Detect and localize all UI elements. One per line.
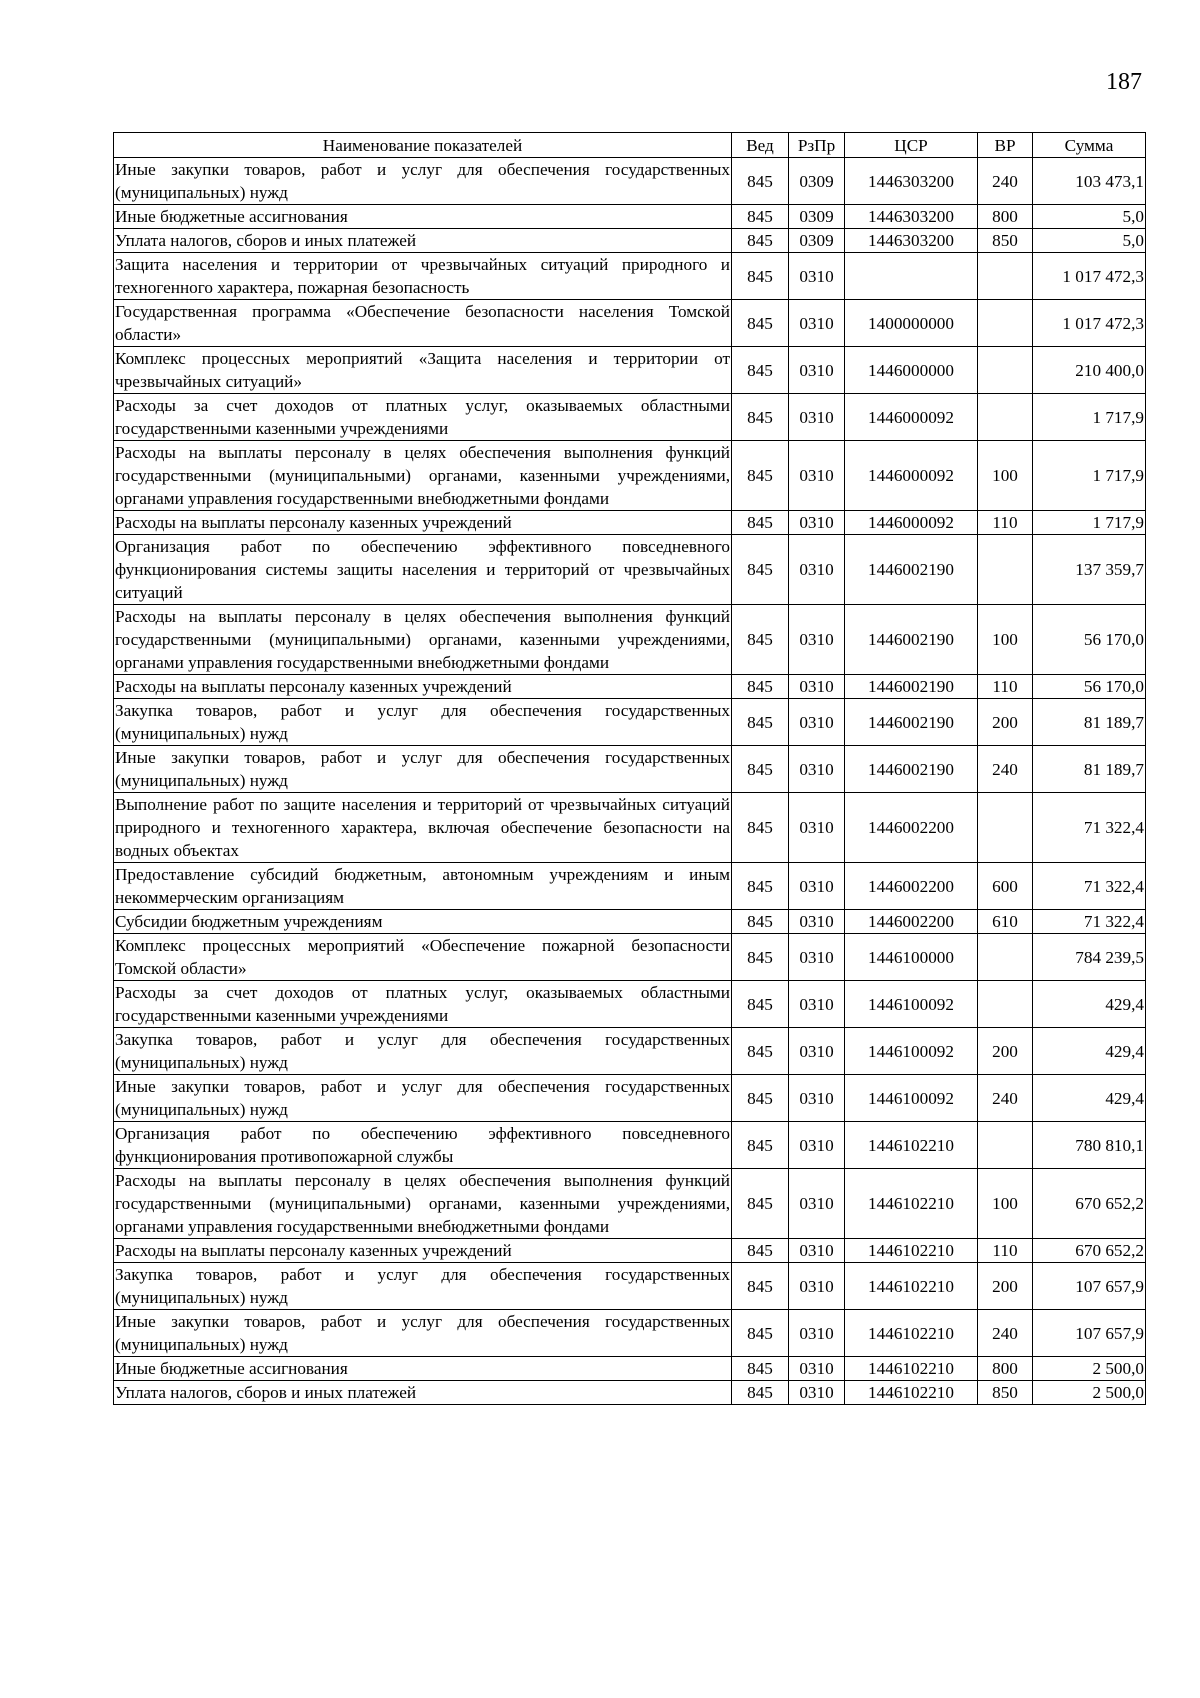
- cell-rz: 0310: [789, 1075, 845, 1122]
- cell-ved: 845: [732, 863, 789, 910]
- cell-sum: 71 322,4: [1033, 863, 1146, 910]
- table-row: [114, 1357, 1146, 1381]
- cell-rz: 0310: [789, 300, 845, 347]
- cell-csr: 1446102210: [845, 1239, 978, 1263]
- cell-name: Субсидии бюджетным учреждениям: [114, 910, 732, 934]
- cell-csr: 1446002200: [845, 910, 978, 934]
- header-vr: ВР: [978, 133, 1033, 158]
- cell-vr: [978, 934, 1033, 981]
- table-row: [114, 1239, 1146, 1263]
- cell-ved: 845: [732, 746, 789, 793]
- cell-sum: 5,0: [1033, 229, 1146, 253]
- cell-rz: 0310: [789, 1381, 845, 1405]
- table-row: [114, 253, 1146, 300]
- cell-vr: 110: [978, 675, 1033, 699]
- cell-ved: 845: [732, 1310, 789, 1357]
- table-body: [114, 158, 1146, 1405]
- cell-sum: 670 652,2: [1033, 1239, 1146, 1263]
- table-row: [114, 1122, 1146, 1169]
- cell-name: Государственная программа «Обеспечение безопасности населения Томской области»: [114, 300, 732, 347]
- cell-ved: 845: [732, 910, 789, 934]
- cell-name: Уплата налогов, сборов и иных платежей: [114, 1381, 732, 1405]
- cell-csr: 1446102210: [845, 1122, 978, 1169]
- cell-vr: 100: [978, 605, 1033, 675]
- cell-name: Иные закупки товаров, работ и услуг для обеспечения государственных (муниципальных) нужд: [114, 1075, 732, 1122]
- header-name: Наименование показателей: [114, 133, 732, 158]
- cell-vr: 100: [978, 441, 1033, 511]
- cell-rz: 0310: [789, 1122, 845, 1169]
- cell-ved: 845: [732, 1075, 789, 1122]
- cell-vr: [978, 300, 1033, 347]
- cell-rz: 0310: [789, 1310, 845, 1357]
- cell-sum: 107 657,9: [1033, 1310, 1146, 1357]
- cell-csr: 1446002190: [845, 535, 978, 605]
- cell-ved: 845: [732, 441, 789, 511]
- cell-sum: 1 717,9: [1033, 394, 1146, 441]
- cell-vr: 800: [978, 1357, 1033, 1381]
- cell-sum: 2 500,0: [1033, 1357, 1146, 1381]
- cell-name: Иные закупки товаров, работ и услуг для обеспечения государственных (муниципальных) нужд: [114, 158, 732, 205]
- table-row: [114, 1381, 1146, 1405]
- cell-sum: 429,4: [1033, 1028, 1146, 1075]
- cell-sum: 1 017 472,3: [1033, 300, 1146, 347]
- cell-rz: 0310: [789, 1028, 845, 1075]
- cell-rz: 0310: [789, 675, 845, 699]
- table-row: [114, 746, 1146, 793]
- cell-rz: 0310: [789, 253, 845, 300]
- cell-csr: 1446002190: [845, 675, 978, 699]
- cell-vr: 200: [978, 1028, 1033, 1075]
- cell-ved: 845: [732, 981, 789, 1028]
- cell-vr: 200: [978, 699, 1033, 746]
- cell-sum: 5,0: [1033, 205, 1146, 229]
- cell-sum: 81 189,7: [1033, 699, 1146, 746]
- cell-csr: 1446000092: [845, 394, 978, 441]
- cell-vr: 200: [978, 1263, 1033, 1310]
- cell-csr: 1446303200: [845, 158, 978, 205]
- cell-csr: 1446102210: [845, 1263, 978, 1310]
- cell-sum: 81 189,7: [1033, 746, 1146, 793]
- cell-sum: 429,4: [1033, 1075, 1146, 1122]
- cell-csr: 1446102210: [845, 1310, 978, 1357]
- cell-rz: 0310: [789, 793, 845, 863]
- table-row: [114, 675, 1146, 699]
- cell-rz: 0310: [789, 981, 845, 1028]
- cell-ved: 845: [732, 205, 789, 229]
- cell-name: Расходы на выплаты персоналу казенных учреждений: [114, 1239, 732, 1263]
- cell-ved: 845: [732, 1239, 789, 1263]
- cell-name: Предоставление субсидий бюджетным, автономным учреждениям и иным некоммерческим организациям: [114, 863, 732, 910]
- cell-rz: 0309: [789, 158, 845, 205]
- cell-ved: 845: [732, 511, 789, 535]
- cell-csr: 1446002200: [845, 863, 978, 910]
- cell-name: Иные бюджетные ассигнования: [114, 1357, 732, 1381]
- cell-csr: 1446303200: [845, 205, 978, 229]
- cell-rz: 0310: [789, 699, 845, 746]
- cell-sum: 1 017 472,3: [1033, 253, 1146, 300]
- cell-vr: 240: [978, 1075, 1033, 1122]
- cell-csr: [845, 253, 978, 300]
- cell-ved: 845: [732, 699, 789, 746]
- table-row: [114, 347, 1146, 394]
- cell-ved: 845: [732, 1028, 789, 1075]
- cell-csr: 1446002190: [845, 605, 978, 675]
- table-row: [114, 934, 1146, 981]
- cell-csr: 1446000000: [845, 347, 978, 394]
- table-row: [114, 793, 1146, 863]
- cell-name: Расходы за счет доходов от платных услуг, оказываемых областными государственными казенными учреждениями: [114, 394, 732, 441]
- cell-csr: 1446303200: [845, 229, 978, 253]
- cell-name: Закупка товаров, работ и услуг для обеспечения государственных (муниципальных) нужд: [114, 1263, 732, 1310]
- cell-name: Закупка товаров, работ и услуг для обеспечения государственных (муниципальных) нужд: [114, 699, 732, 746]
- table-row: [114, 511, 1146, 535]
- cell-ved: 845: [732, 300, 789, 347]
- cell-ved: 845: [732, 1169, 789, 1239]
- cell-csr: 1446102210: [845, 1169, 978, 1239]
- cell-rz: 0310: [789, 1169, 845, 1239]
- cell-rz: 0310: [789, 347, 845, 394]
- budget-table: [113, 132, 1146, 1405]
- cell-ved: 845: [732, 347, 789, 394]
- cell-csr: 1446002190: [845, 746, 978, 793]
- table-row: [114, 699, 1146, 746]
- cell-vr: 600: [978, 863, 1033, 910]
- cell-name: Иные закупки товаров, работ и услуг для обеспечения государственных (муниципальных) нужд: [114, 1310, 732, 1357]
- cell-csr: 1446002190: [845, 699, 978, 746]
- cell-sum: 429,4: [1033, 981, 1146, 1028]
- cell-rz: 0309: [789, 205, 845, 229]
- cell-sum: 1 717,9: [1033, 511, 1146, 535]
- cell-sum: 210 400,0: [1033, 347, 1146, 394]
- table-header: [114, 133, 1146, 158]
- cell-sum: 103 473,1: [1033, 158, 1146, 205]
- cell-rz: 0310: [789, 394, 845, 441]
- cell-vr: 110: [978, 1239, 1033, 1263]
- cell-sum: 784 239,5: [1033, 934, 1146, 981]
- cell-name: Комплекс процессных мероприятий «Обеспечение пожарной безопасности Томской области»: [114, 934, 732, 981]
- cell-rz: 0309: [789, 229, 845, 253]
- cell-rz: 0310: [789, 1263, 845, 1310]
- header-rz: РзПр: [789, 133, 845, 158]
- cell-vr: 800: [978, 205, 1033, 229]
- cell-csr: 1446000092: [845, 511, 978, 535]
- cell-ved: 845: [732, 1381, 789, 1405]
- cell-csr: 1446100092: [845, 1028, 978, 1075]
- cell-name: Расходы за счет доходов от платных услуг, оказываемых областными государственными казенными учреждениями: [114, 981, 732, 1028]
- cell-sum: 56 170,0: [1033, 605, 1146, 675]
- cell-sum: 1 717,9: [1033, 441, 1146, 511]
- cell-vr: 110: [978, 511, 1033, 535]
- cell-vr: 240: [978, 1310, 1033, 1357]
- table-row: [114, 394, 1146, 441]
- cell-sum: 780 810,1: [1033, 1122, 1146, 1169]
- table-row: [114, 981, 1146, 1028]
- cell-rz: 0310: [789, 535, 845, 605]
- cell-ved: 845: [732, 934, 789, 981]
- cell-name: Расходы на выплаты персоналу казенных учреждений: [114, 675, 732, 699]
- cell-csr: 1446000092: [845, 441, 978, 511]
- table-row: [114, 1310, 1146, 1357]
- cell-ved: 845: [732, 1263, 789, 1310]
- table-row: [114, 229, 1146, 253]
- cell-name: Расходы на выплаты персоналу в целях обеспечения выполнения функций государственными (муниципальными) органами, казенными учреждениями, органами управления государственными внебюджетными фондами: [114, 1169, 732, 1239]
- cell-name: Иные закупки товаров, работ и услуг для обеспечения государственных (муниципальных) нужд: [114, 746, 732, 793]
- header-row: [114, 133, 1146, 158]
- header-sum: Сумма: [1033, 133, 1146, 158]
- table-row: [114, 863, 1146, 910]
- table-row: [114, 158, 1146, 205]
- cell-name: Комплекс процессных мероприятий «Защита населения и территории от чрезвычайных ситуаций»: [114, 347, 732, 394]
- table-row: [114, 1169, 1146, 1239]
- cell-ved: 845: [732, 605, 789, 675]
- cell-vr: [978, 347, 1033, 394]
- cell-vr: [978, 793, 1033, 863]
- cell-rz: 0310: [789, 910, 845, 934]
- cell-csr: 1446100092: [845, 1075, 978, 1122]
- cell-name: Организация работ по обеспечению эффективного повседневного функционирования системы защиты населения и территорий от чрезвычайных ситуаций: [114, 535, 732, 605]
- cell-sum: 670 652,2: [1033, 1169, 1146, 1239]
- cell-ved: 845: [732, 229, 789, 253]
- cell-ved: 845: [732, 394, 789, 441]
- table-row: [114, 441, 1146, 511]
- cell-vr: [978, 535, 1033, 605]
- table-row: [114, 1263, 1146, 1310]
- cell-csr: 1446102210: [845, 1381, 978, 1405]
- cell-sum: 71 322,4: [1033, 793, 1146, 863]
- cell-sum: 71 322,4: [1033, 910, 1146, 934]
- cell-csr: 1446100000: [845, 934, 978, 981]
- cell-vr: [978, 981, 1033, 1028]
- header-ved: Вед: [732, 133, 789, 158]
- cell-rz: 0310: [789, 746, 845, 793]
- cell-vr: 240: [978, 746, 1033, 793]
- cell-name: Защита населения и территории от чрезвычайных ситуаций природного и техногенного характера, пожарная безопасность: [114, 253, 732, 300]
- cell-vr: [978, 394, 1033, 441]
- cell-vr: 240: [978, 158, 1033, 205]
- cell-name: Расходы на выплаты персоналу казенных учреждений: [114, 511, 732, 535]
- cell-ved: 845: [732, 535, 789, 605]
- page-number: 187: [1106, 69, 1142, 95]
- cell-name: Уплата налогов, сборов и иных платежей: [114, 229, 732, 253]
- table-row: [114, 535, 1146, 605]
- cell-ved: 845: [732, 1357, 789, 1381]
- cell-csr: 1446100092: [845, 981, 978, 1028]
- cell-ved: 845: [732, 253, 789, 300]
- cell-name: Расходы на выплаты персоналу в целях обеспечения выполнения функций государственными (муниципальными) органами, казенными учреждениями, органами управления государственными внебюджетными фондами: [114, 441, 732, 511]
- cell-name: Организация работ по обеспечению эффективного повседневного функционирования противопожарной службы: [114, 1122, 732, 1169]
- cell-csr: 1446102210: [845, 1357, 978, 1381]
- table-row: [114, 605, 1146, 675]
- cell-vr: [978, 1122, 1033, 1169]
- cell-rz: 0310: [789, 511, 845, 535]
- cell-vr: 850: [978, 1381, 1033, 1405]
- cell-rz: 0310: [789, 605, 845, 675]
- table-row: [114, 300, 1146, 347]
- cell-sum: 137 359,7: [1033, 535, 1146, 605]
- cell-rz: 0310: [789, 1239, 845, 1263]
- cell-name: Закупка товаров, работ и услуг для обеспечения государственных (муниципальных) нужд: [114, 1028, 732, 1075]
- cell-ved: 845: [732, 675, 789, 699]
- cell-rz: 0310: [789, 934, 845, 981]
- cell-vr: [978, 253, 1033, 300]
- cell-sum: 107 657,9: [1033, 1263, 1146, 1310]
- cell-vr: 100: [978, 1169, 1033, 1239]
- cell-ved: 845: [732, 1122, 789, 1169]
- cell-sum: 2 500,0: [1033, 1381, 1146, 1405]
- cell-vr: 610: [978, 910, 1033, 934]
- cell-csr: 1400000000: [845, 300, 978, 347]
- cell-rz: 0310: [789, 441, 845, 511]
- cell-name: Иные бюджетные ассигнования: [114, 205, 732, 229]
- cell-name: Расходы на выплаты персоналу в целях обеспечения выполнения функций государственными (муниципальными) органами, казенными учреждениями, органами управления государственными внебюджетными фондами: [114, 605, 732, 675]
- cell-sum: 56 170,0: [1033, 675, 1146, 699]
- cell-rz: 0310: [789, 1357, 845, 1381]
- cell-csr: 1446002200: [845, 793, 978, 863]
- cell-vr: 850: [978, 229, 1033, 253]
- table-row: [114, 1075, 1146, 1122]
- table-row: [114, 1028, 1146, 1075]
- cell-name: Выполнение работ по защите населения и территорий от чрезвычайных ситуаций природного и техногенного характера, включая обеспечение безопасности на водных объектах: [114, 793, 732, 863]
- header-csr: ЦСР: [845, 133, 978, 158]
- cell-rz: 0310: [789, 863, 845, 910]
- cell-ved: 845: [732, 793, 789, 863]
- table-row: [114, 910, 1146, 934]
- table-row: [114, 205, 1146, 229]
- cell-ved: 845: [732, 158, 789, 205]
